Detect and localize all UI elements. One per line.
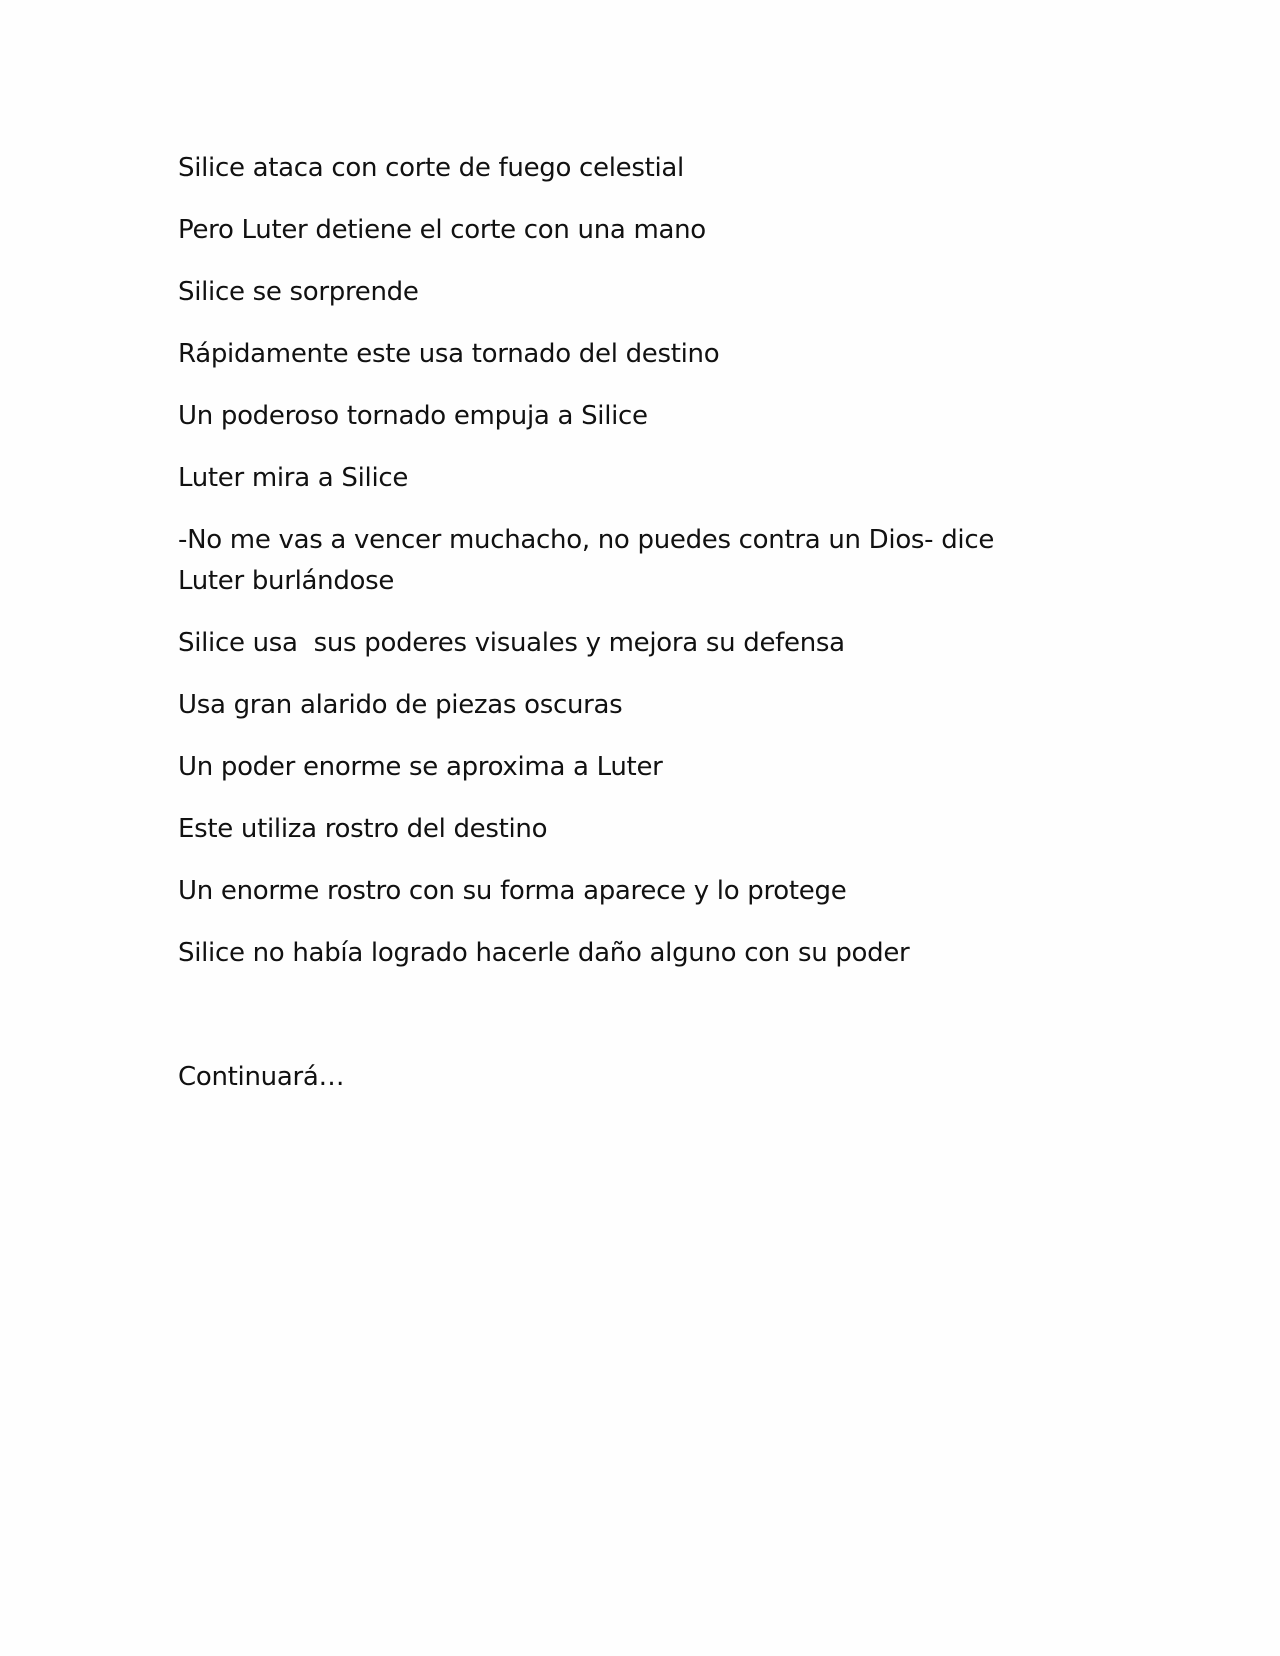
paragraph: Un poder enorme se aproxima a Luter — [178, 752, 663, 782]
paragraph: Silice se sorprende — [178, 277, 419, 307]
blank-line — [178, 995, 1038, 1057]
closing-line: Continuará… — [178, 1062, 345, 1092]
paragraph: Un poderoso tornado empuja a Silice — [178, 401, 648, 431]
paragraph: Pero Luter detiene el corte con una mano — [178, 215, 706, 245]
paragraph: -No me vas a vencer muchacho, no puedes contra un Dios- dice Luter burlándose — [178, 525, 1003, 596]
paragraph: Silice usa sus poderes visuales y mejora su defensa — [178, 628, 845, 658]
document-body — [178, 148, 1038, 1119]
paragraph: Este utiliza rostro del destino — [178, 814, 548, 844]
paragraph: Usa gran alarido de piezas oscuras — [178, 690, 623, 720]
paragraph: Un enorme rostro con su forma aparece y lo protege — [178, 876, 847, 906]
paragraph: Rápidamente este usa tornado del destino — [178, 339, 720, 369]
paragraph: Silice ataca con corte de fuego celestial — [178, 153, 684, 183]
paragraph: Silice no había logrado hacerle daño alguno con su poder — [178, 938, 910, 968]
paragraph: Luter mira a Silice — [178, 463, 409, 493]
